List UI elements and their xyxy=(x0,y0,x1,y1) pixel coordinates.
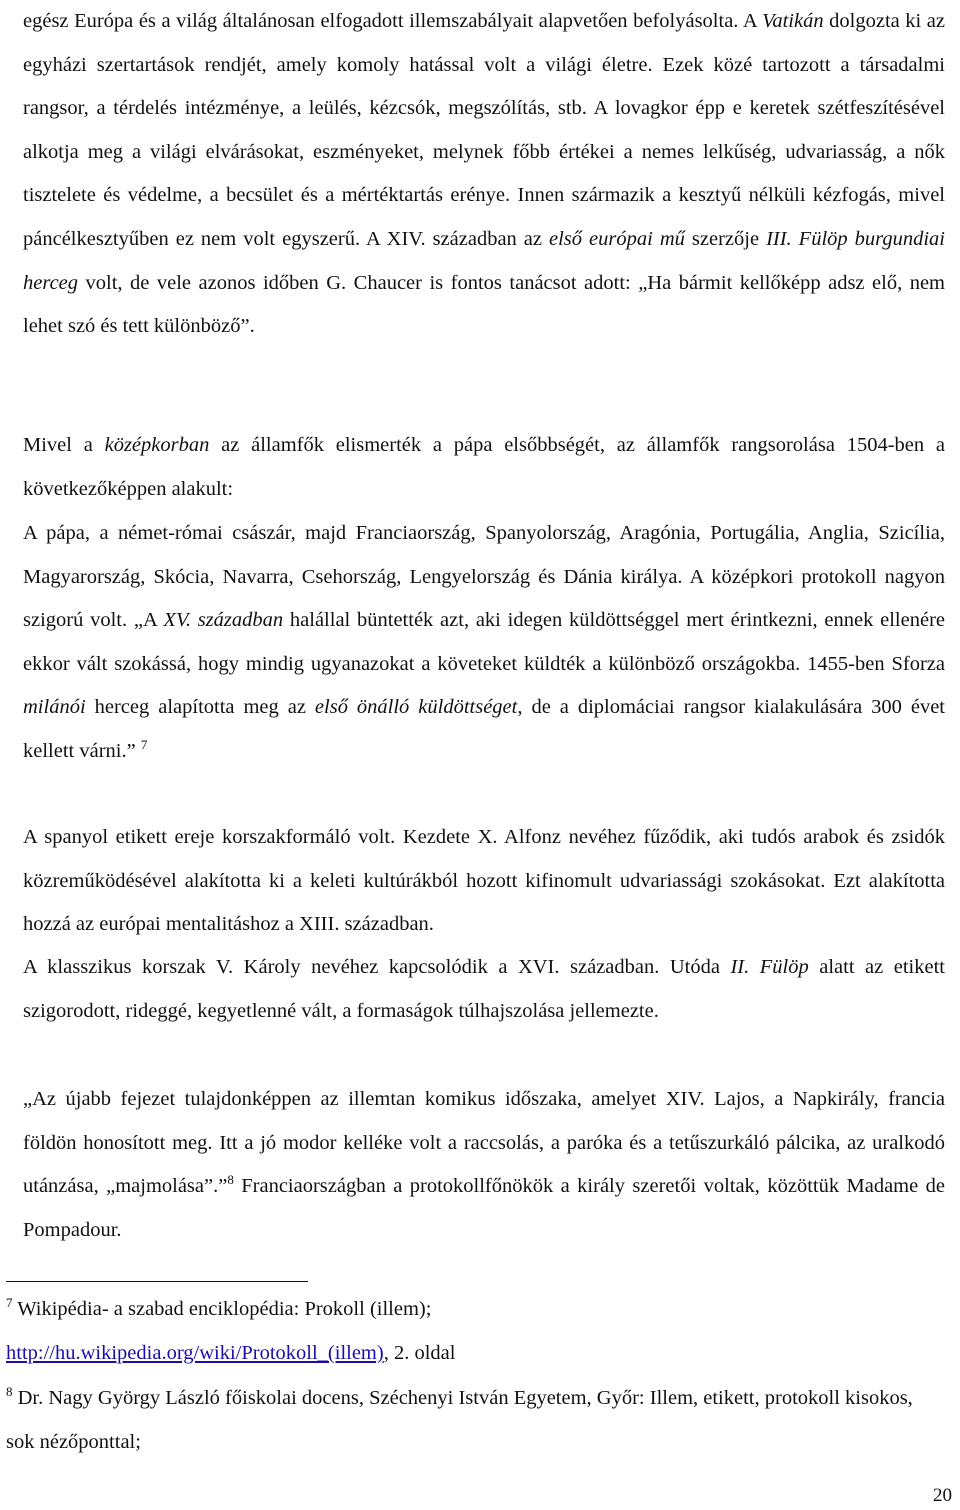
paragraph-medieval-etiquette xyxy=(23,0,945,349)
italic-vatican: Vatikán xyxy=(762,10,824,32)
footnote-separator xyxy=(6,1281,308,1282)
text-run: Mivel a xyxy=(23,434,105,456)
paragraph-spanish-etiquette: A spanyol etikett ereje korszakformáló volt. Kezdete X. Alfonz nevéhez fűződik, aki tudós arabok és zsidók közreműködésével alakította ki a keleti kultúrákból hozott kifinomult udvariassági szokásokat. Ezt alakította hozzá az európai mentalitáshoz a XIII. században. xyxy=(23,826,945,936)
paragraph-classic-era xyxy=(23,946,945,1033)
italic-philip-burgundy: III. Fülöp burgundiai herceg xyxy=(23,227,946,294)
text-run: dolgozta ki az egyházi szertartások rendjét, amely komoly hatással volt a világi életre. Ezek közé tartozott a társadalmi rangsor, a térdelés intézménye, a leülés, kézcsók, megszólítás, stb. A lovagkor épp e keretek szétfeszítésével alkotja meg a világi elvárásokat, eszményeket, melynek főbb értékei a nemes lelkűség, udvariasság, a nők tisztelete és védelme, a becsület és a mértéktartás erénye. Innen származik a kesztyű nélküli kézfogás, mivel páncélkesztyűben ez nem volt egyszerű. A XIV. században az xyxy=(23,10,946,250)
italic-15th-century: XV. században xyxy=(163,609,284,632)
text-run: Franciaországban a protokollfőnökök a király szeretői voltak, közöttük Madame de Pompadour. xyxy=(23,1175,945,1241)
footnote-ref-8[interactable]: 8 xyxy=(227,1172,234,1188)
footnote-7 xyxy=(6,1288,946,1375)
text-run: szerzője xyxy=(684,227,767,250)
text-run: „Az újabb fejezet tulajdonképpen az illemtan komikus időszaka, amelyet XIV. Lajos, a Napkirály, francia földön honosított meg. Itt a jó modor kelléke volt a raccsolás, a paróka és a tetűszurkáló pálcika, az uralkodó utánzása, „majmolása”.” xyxy=(23,1088,945,1198)
page-number: 20 xyxy=(933,1485,952,1506)
footnote-text: , 2. oldal xyxy=(383,1341,456,1364)
text-run: halállal büntették azt, aki idegen küldöttséggel mert érintkezni, ennek ellenére ekkor vált szokássá, hogy mindig ugyanazokat a követeket küldték a különböző országokba. 1455-ben Sforza xyxy=(23,609,945,675)
footnote-number: 7 xyxy=(6,1295,13,1311)
paragraph-ranking-list xyxy=(23,512,945,774)
footnote-text: Wikipédia- a szabad enciklopédia: Prokoll (illem); xyxy=(12,1298,432,1320)
footnote-ref-7[interactable]: 7 xyxy=(140,737,148,753)
italic-first-delegation: első önálló küldöttséget xyxy=(314,696,518,719)
text-run: A klasszikus korszak V. Károly nevéhez kapcsolódik a XVI. században. Utóda xyxy=(23,956,731,978)
italic-middle-ages: középkorban xyxy=(104,434,210,456)
italic-first-european-work: első európai mű xyxy=(549,227,685,250)
footnote-8 xyxy=(6,1377,946,1464)
footnote-text: Dr. Nagy György László főiskolai docens, Széchenyi István Egyetem, Győr: Illem, etikett, protokoll kisokos, sok nézőponttal; xyxy=(6,1387,913,1453)
paragraph-comic-era xyxy=(23,1078,945,1252)
footnote-link[interactable]: http://hu.wikipedia.org/wiki/Protokoll_(illem) xyxy=(6,1341,384,1364)
footnote-number: 8 xyxy=(6,1384,13,1400)
italic-philip-ii: II. Fülöp xyxy=(730,956,809,978)
text-run: egész Európa és a világ általánosan elfogadott illemszabályait alapvetően befolyásolta. A xyxy=(23,10,763,32)
text-run: az államfők elismerték a pápa elsőbbségét, az államfők rangsorolása 1504-ben a következőképpen alakult: xyxy=(23,434,945,500)
text-run: volt, de vele azonos időben G. Chaucer is fontos tanácsot adott: „Ha bármit kellőképp adsz elő, nem lehet szó és tett különböző”. xyxy=(23,271,945,338)
text-run: alatt az etikett szigorodott, rideggé, kegyetlenné vált, a formaságok túlhajszolása jellemezte. xyxy=(23,956,945,1022)
text-run: , de a diplomáciai rangsor kialakulására 300 évet kellett várni.” xyxy=(23,696,946,762)
text-run: A pápa, a német-római császár, majd Franciaország, Spanyolország, Aragónia, Portugália, Anglia, Szicília, Magyarország, Skócia, Navarra, Csehország, Lengyelország és Dánia királya. A középkori protokoll nagyon szigorú volt. „A xyxy=(23,522,945,632)
italic-milan: milánói xyxy=(23,696,86,719)
paragraph-ranking-1504 xyxy=(23,424,945,511)
text-run: herceg alapította meg az xyxy=(85,696,315,719)
